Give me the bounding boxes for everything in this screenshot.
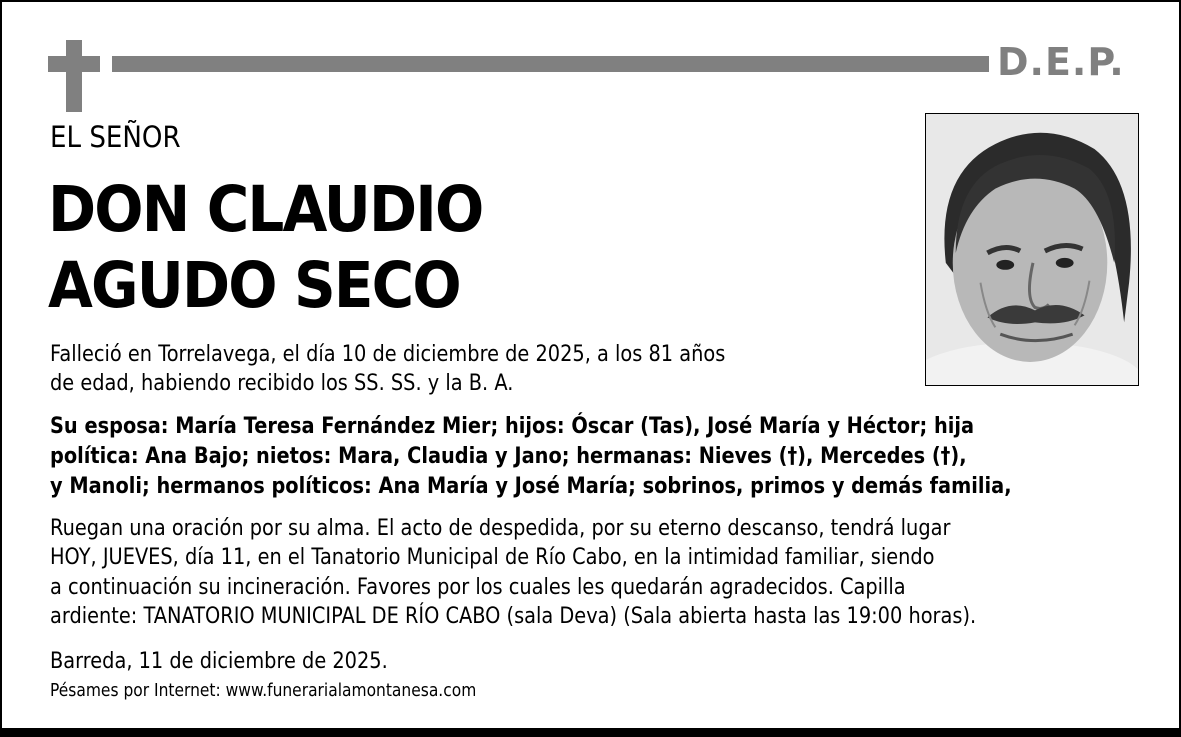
death-line-2: de edad, habiendo recibido los SS. SS. y la B. A.: [50, 370, 514, 396]
ceremony-line-3: a continuación su incineración. Favores por los cuales les quedarán agradecidos. Capilla: [50, 574, 906, 600]
family-line-1: Su esposa: María Teresa Fernández Mier; hijos: Óscar (Tas), José María y Héctor; hija: [50, 413, 975, 439]
name-line-1: DON CLAUDIO: [48, 173, 483, 246]
place-date: Barreda, 11 de diciembre de 2025.: [50, 648, 388, 674]
condolences-link: Pésames por Internet: www.funerarialamontanesa.com: [50, 680, 477, 701]
header-rule: [112, 56, 989, 72]
ceremony-line-1: Ruegan una oración por su alma. El acto de despedida, por su eterno descanso, tendrá lugar: [50, 515, 951, 541]
name-line-2: AGUDO SECO: [48, 249, 460, 322]
deceased-name: [48, 172, 482, 324]
family-line-3: y Manoli; hermanos políticos: Ana María y José María; sobrinos, primos y demás familia,: [50, 473, 1012, 499]
family-line-2: política: Ana Bajo; nietos: Mara, Claudia y Jano; hermanas: Nieves (†), Mercedes (†),: [50, 443, 967, 469]
cross-icon: [48, 40, 100, 112]
ceremony-line-4: ardiente: TANATORIO MUNICIPAL DE RÍO CABO (sala Deva) (Sala abierta hasta las 19:00 horas).: [50, 603, 977, 629]
portrait-photo: [925, 113, 1139, 386]
ceremony-line-2: HOY, JUEVES, día 11, en el Tanatorio Municipal de Río Cabo, en la intimidad familiar, siendo: [50, 544, 935, 570]
death-line-1: Falleció en Torrelavega, el día 10 de diciembre de 2025, a los 81 años: [50, 341, 726, 367]
intro-label: EL SEÑOR: [50, 120, 181, 154]
dep-label: D.E.P.: [997, 40, 1125, 84]
